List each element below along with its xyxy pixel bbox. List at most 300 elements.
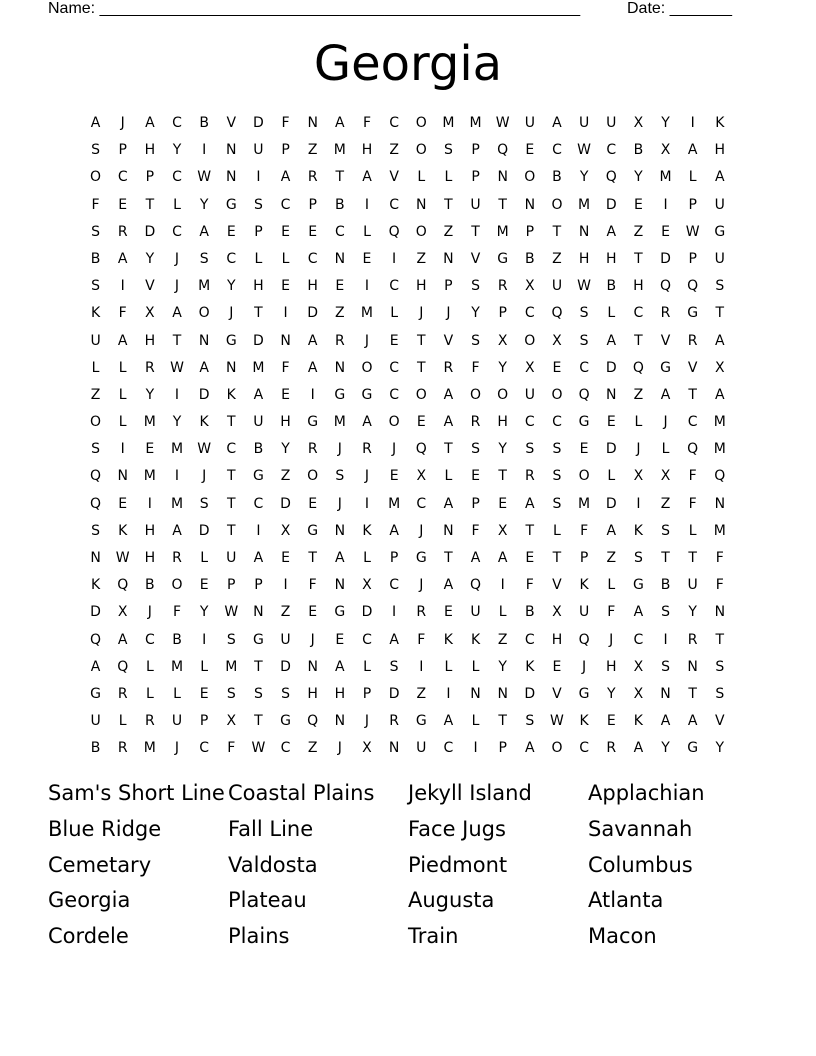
grid-row [82,110,734,137]
grid-letter: N [687,658,698,675]
grid-letter: T [226,495,236,512]
grid-letter: E [118,196,128,213]
grid-letter: N [606,386,617,403]
grid-row [82,300,734,327]
grid-letter: S [552,468,562,485]
grid-letter: C [524,631,535,648]
grid-letter: C [389,577,399,594]
grid-letter: R [144,713,155,730]
grid-letter: V [470,250,481,267]
grid-letter: Z [416,250,427,267]
grid-letter: P [199,713,209,730]
grid-letter: N [280,332,291,349]
grid-letter: Q [117,577,129,594]
grid-letter: W [577,142,592,159]
grid-letter: B [525,250,535,267]
grid-letter: G [334,604,346,621]
grid-letter: M [198,278,211,295]
grid-row [82,735,734,762]
grid-letter: X [552,332,562,349]
grid-letter: Q [90,468,102,485]
grid-row [82,273,734,300]
grid-letter: L [444,468,453,485]
grid-letter: M [659,169,672,186]
grid-letter: Y [498,658,507,675]
grid-letter: A [633,740,644,757]
grid-letter: L [363,658,371,675]
grid-letter: I [202,142,207,159]
grid-letter: N [307,115,318,131]
grid-letter: L [688,169,697,186]
grid-letter: T [498,713,507,730]
grid-letter: M [143,468,156,485]
grid-letter: J [120,115,125,131]
grid-letter: H [144,332,156,349]
grid-letter: D [198,386,210,403]
grid-letter: O [415,115,427,131]
grid-letter: L [118,386,127,403]
grid-letter: R [606,740,617,757]
grid-letter: O [415,223,427,240]
grid-letter: E [335,278,345,295]
grid-letter: T [498,196,507,213]
grid-letter: A [90,115,101,131]
grid-letter: T [226,414,236,431]
grid-letter: W [577,278,592,295]
grid-letter: G [415,550,427,566]
grid-letter: S [661,604,670,621]
grid-row [82,409,734,436]
grid-letter: W [115,550,130,566]
grid-letter: K [118,522,128,539]
grid-letter: P [281,142,290,159]
grid-letter: T [335,169,345,186]
grid-letter: Y [715,740,725,757]
grid-letter: E [308,223,318,240]
word-list-item: Applachian [588,781,705,805]
grid-letter: B [90,740,101,757]
grid-letter: E [525,550,535,566]
grid-letter: C [389,115,399,131]
grid-letter: Q [578,631,590,648]
grid-letter: C [280,740,291,757]
grid-letter: K [226,386,236,403]
grid-letter: D [90,604,101,621]
grid-letter: A [199,359,209,376]
word-list-item: Plains [228,924,290,949]
grid-letter: L [607,305,616,322]
grid-row [82,355,734,382]
grid-letter: B [253,441,264,458]
grid-letter: U [470,196,481,213]
grid-letter: J [174,278,180,295]
word-list-item: Coastal Plains [228,781,375,805]
grid-letter: R [117,740,128,757]
grid-letter: A [443,386,454,403]
grid-letter: X [117,604,128,621]
grid-letter: U [90,713,101,730]
grid-row [82,137,734,164]
grid-letter: E [389,332,399,349]
grid-letter: A [606,223,617,240]
word-list-item: Plateau [228,888,307,913]
grid-letter: G [578,685,590,702]
grid-letter: S [661,658,670,675]
grid-letter: B [335,196,345,213]
grid-letter: B [145,577,155,594]
grid-letter: M [333,414,346,431]
grid-letter: T [688,685,697,702]
grid-letter: F [91,196,100,213]
grid-letter: Y [199,604,209,621]
grid-letter: C [579,740,589,757]
grid-letter: J [663,414,668,431]
grid-letter: N [198,332,210,349]
grid-letter: F [688,468,697,485]
grid-letter: F [281,359,290,376]
grid-letter: P [498,305,507,322]
grid-letter: A [389,631,399,648]
grid-letter: R [117,223,128,240]
grid-letter: F [227,740,236,757]
grid-letter: H [551,631,563,648]
grid-letter: N [578,223,590,240]
grid-letter: D [605,359,617,376]
grid-letter: E [308,604,318,621]
word-list-item: Savannah [588,816,693,841]
grid-letter: B [606,278,617,295]
grid-letter: L [444,169,453,186]
grid-letter: I [256,169,261,186]
grid-letter: A [172,522,182,539]
grid-letter: L [145,685,154,702]
grid-letter: N [660,685,671,702]
grid-letter: L [173,685,181,702]
grid-letter: U [253,142,264,159]
grid-letter: J [229,305,234,322]
grid-letter: Y [226,278,236,295]
grid-letter: C [362,631,372,648]
grid-letter: Y [281,441,290,458]
word-list-item: Jekyll Island [408,781,532,805]
grid-letter: S [91,142,101,159]
grid-letter: I [419,658,424,675]
grid-letter: J [310,631,315,648]
grid-row [82,192,734,219]
grid-letter: M [388,495,401,512]
grid-letter: O [524,169,536,186]
grid-letter: Z [552,250,562,267]
grid-letter: C [172,223,182,240]
grid-letter: V [552,577,562,594]
grid-letter: A [633,604,644,621]
grid-letter: R [334,332,345,349]
grid-letter: C [633,631,644,648]
grid-letter: N [714,495,726,512]
grid-letter: O [90,169,102,186]
grid-letter: I [663,196,668,213]
grid-letter: U [551,278,563,295]
grid-letter: G [225,196,237,213]
grid-row [82,708,734,735]
grid-letter: A [335,115,345,131]
grid-letter: F [308,577,317,594]
grid-letter: A [443,577,454,594]
grid-letter: K [525,658,535,675]
grid-letter: I [636,495,641,512]
grid-letter: L [118,713,127,730]
grid-letter: J [419,577,424,594]
grid-letter: C [389,386,399,403]
grid-letter: R [687,631,698,648]
grid-letter: Y [661,115,670,131]
grid-row [82,545,734,572]
grid-letter: U [524,386,535,403]
grid-letter: T [552,223,562,240]
grid-letter: X [552,604,562,621]
grid-letter: T [254,713,263,730]
grid-letter: W [495,115,510,131]
grid-letter: W [251,740,266,757]
grid-row [82,164,734,191]
grid-letter: O [551,196,563,213]
date-field[interactable]: Date: _______ [627,0,732,17]
grid-letter: L [634,414,643,431]
grid-letter: V [687,359,698,376]
grid-letter: A [715,169,725,186]
grid-letter: U [171,713,183,730]
grid-letter: A [253,550,264,566]
grid-letter: C [552,142,562,159]
grid-letter: P [688,250,697,267]
grid-letter: Q [307,713,319,730]
grid-letter: T [552,550,562,566]
grid-letter: D [605,495,617,512]
grid-letter: E [281,223,290,240]
grid-letter: C [117,169,128,186]
grid-letter: Z [307,142,318,159]
grid-letter: Y [688,604,697,621]
grid-letter: K [579,577,589,594]
grid-letter: L [498,604,507,621]
grid-letter: F [281,115,290,131]
word-list-item: Fall Line [228,816,314,841]
grid-letter: O [361,359,373,376]
grid-letter: Q [632,359,644,376]
grid-letter: N [334,250,346,267]
grid-letter: I [473,740,478,757]
grid-letter: J [582,658,587,675]
grid-letter: A [687,142,698,159]
grid-letter: E [199,685,209,702]
grid-letter: N [443,250,454,267]
grid-letter: E [362,250,372,267]
word-list-item: Face Jugs [408,816,506,841]
grid-letter: G [280,713,291,730]
grid-letter: Z [307,740,318,757]
grid-letter: R [172,550,182,566]
grid-row [82,463,734,490]
grid-letter: N [497,685,508,702]
grid-letter: J [337,495,342,512]
grid-letter: G [307,414,319,431]
grid-letter: S [91,522,101,539]
grid-letter: H [497,414,508,431]
grid-letter: G [361,386,373,403]
grid-letter: G [578,414,590,431]
grid-letter: S [335,468,345,485]
grid-letter: P [145,169,155,186]
grid-row [82,436,734,463]
grid-letter: E [471,468,480,485]
grid-letter: S [715,658,725,675]
grid-letter: N [524,196,536,213]
grid-letter: T [715,305,725,322]
grid-letter: X [525,278,535,295]
name-field[interactable]: Name: ______________________________________________________ [48,0,581,17]
grid-letter: L [553,522,561,539]
grid-letter: R [497,278,508,295]
grid-letter: T [226,468,236,485]
grid-letter: W [550,713,564,730]
grid-letter: R [687,332,698,349]
grid-letter: X [660,142,671,159]
grid-letter: A [117,250,128,267]
grid-letter: C [253,495,264,512]
grid-letter: L [471,713,480,730]
grid-letter: T [471,223,480,240]
grid-letter: A [145,115,155,131]
grid-letter: L [607,468,616,485]
grid-letter: A [470,550,481,566]
grid-letter: E [498,495,508,512]
grid-letter: C [334,223,345,240]
grid-letter: J [202,468,207,485]
grid-letter: E [145,441,155,458]
grid-letter: Z [606,550,617,566]
grid-letter: G [252,631,264,648]
grid-letter: W [685,223,700,240]
grid-letter: N [226,142,237,159]
grid-letter: N [497,169,508,186]
grid-letter: N [443,522,454,539]
grid-letter: D [253,115,264,131]
grid-letter: J [364,713,370,730]
grid-letter: U [578,604,590,621]
grid-letter: X [497,522,508,539]
grid-letter: L [444,658,453,675]
grid-letter: C [443,740,454,757]
grid-letter: F [417,631,426,648]
grid-letter: I [120,278,125,295]
grid-letter: H [334,685,346,702]
grid-letter: X [633,685,644,702]
grid-letter: I [310,386,315,403]
grid-letter: E [661,223,670,240]
grid-letter: F [471,522,480,539]
word-list-item: Cordele [48,924,129,949]
grid-letter: N [90,550,101,566]
grid-letter: K [199,414,209,431]
grid-letter: F [118,305,127,322]
grid-row [82,518,734,545]
grid-letter: F [607,604,616,621]
grid-letter: I [663,631,668,648]
grid-letter: H [361,142,373,159]
grid-letter: N [714,604,726,621]
grid-letter: A [280,169,291,186]
grid-letter: M [225,658,238,675]
grid-letter: A [525,740,535,757]
grid-letter: S [471,278,480,295]
grid-letter: F [172,604,182,621]
grid-letter: T [308,550,317,566]
grid-letter: A [715,332,725,349]
grid-letter: S [715,685,725,702]
grid-letter: E [199,577,209,594]
grid-letter: E [281,386,290,403]
grid-letter: A [335,550,345,566]
grid-letter: V [389,169,399,186]
grid-letter: S [525,713,535,730]
grid-letter: M [360,305,374,322]
grid-letter: J [337,740,342,757]
grid-letter: P [444,278,453,295]
grid-letter: T [688,550,697,566]
grid-letter: G [497,250,509,267]
word-list-item: Atlanta [588,888,664,913]
grid-letter: O [578,468,590,485]
grid-letter: P [471,142,480,159]
grid-letter: O [470,386,482,403]
grid-letter: H [714,142,726,159]
grid-letter: B [633,142,644,159]
grid-letter: X [362,740,372,757]
grid-letter: I [392,250,397,267]
grid-letter: Z [280,604,291,621]
grid-letter: I [120,441,125,458]
grid-letter: H [605,658,617,675]
grid-letter: A [443,495,454,512]
grid-letter: K [715,115,725,131]
grid-letter: T [688,386,697,403]
grid-letter: A [443,414,454,431]
grid-letter: E [308,495,318,512]
grid-letter: A [199,223,209,240]
grid-letter: X [633,658,644,675]
grid-letter: K [90,305,101,322]
grid-letter: H [144,142,156,159]
grid-letter: L [118,414,127,431]
grid-letter: A [525,495,535,512]
grid-letter: S [253,196,263,213]
grid-letter: T [254,658,263,675]
grid-letter: V [145,278,155,295]
grid-letter: M [252,359,265,376]
grid-letter: Z [335,305,345,322]
grid-letter: Q [415,441,427,458]
grid-letter: R [660,305,671,322]
grid-letter: A [687,713,698,730]
grid-letter: S [471,332,480,349]
grid-letter: N [226,169,237,186]
grid-letter: Q [117,658,129,675]
grid-letter: A [362,414,372,431]
grid-letter: A [117,332,128,349]
page-title: Georgia [313,36,503,92]
grid-letter: U [226,550,237,566]
grid-letter: A [552,115,562,131]
